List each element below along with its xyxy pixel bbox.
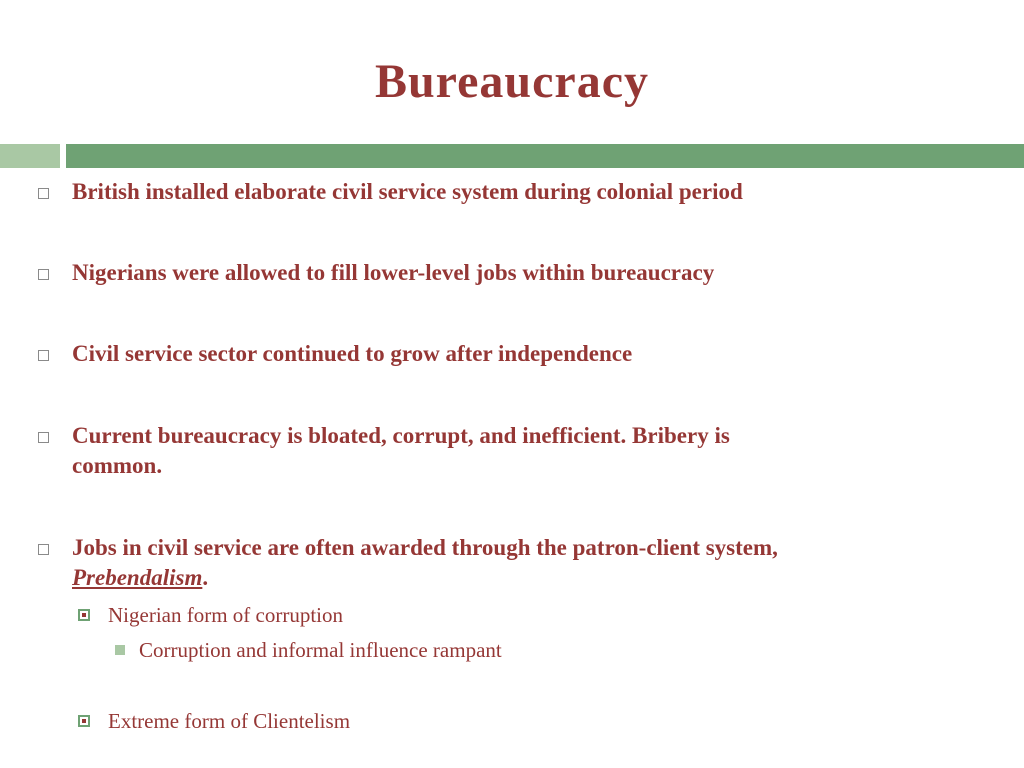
slide-title: Bureaucracy [374, 55, 650, 108]
sub-sub-bullet-informal-influence: Corruption and informal influence rampant [139, 638, 502, 662]
bullet-line: Jobs in civil service are often awarded through the patron-client system, [72, 535, 778, 560]
bullet-line: common. [72, 453, 163, 478]
prebendalism-term: Prebendalism [72, 565, 203, 590]
bullet-lower-level-jobs: Nigerians were allowed to fill lower-level jobs within bureaucracy [72, 260, 715, 285]
bullet-civil-service-system: British installed elaborate civil service system during colonial period [72, 179, 743, 204]
hollow-square-bullet-icon [38, 188, 49, 199]
sub-bullet-nigerian-corruption: Nigerian form of corruption [108, 603, 344, 627]
hollow-square-bullet-icon [38, 269, 49, 280]
framed-square-bullet-icon [78, 715, 90, 727]
hollow-square-bullet-icon [38, 544, 49, 555]
sentence-end: . [202, 565, 209, 590]
hollow-square-bullet-icon [38, 432, 49, 443]
bullet-bloated-bureaucracy [72, 421, 972, 481]
framed-square-bullet-icon [78, 609, 90, 621]
bullet-growth-after-independence: Civil service sector continued to grow after independence [72, 341, 633, 366]
title-rule-right [66, 144, 1024, 168]
sub-bullet-clientelism: Extreme form of Clientelism [108, 709, 351, 733]
hollow-square-bullet-icon [38, 350, 49, 361]
solid-square-bullet-icon [115, 645, 125, 655]
bullet-line: Current bureaucracy is bloated, corrupt, and inefficient. Bribery is [72, 423, 730, 448]
bullet-patron-client-system [72, 533, 972, 593]
title-rule-left [0, 144, 60, 168]
bullet-line [72, 563, 972, 593]
